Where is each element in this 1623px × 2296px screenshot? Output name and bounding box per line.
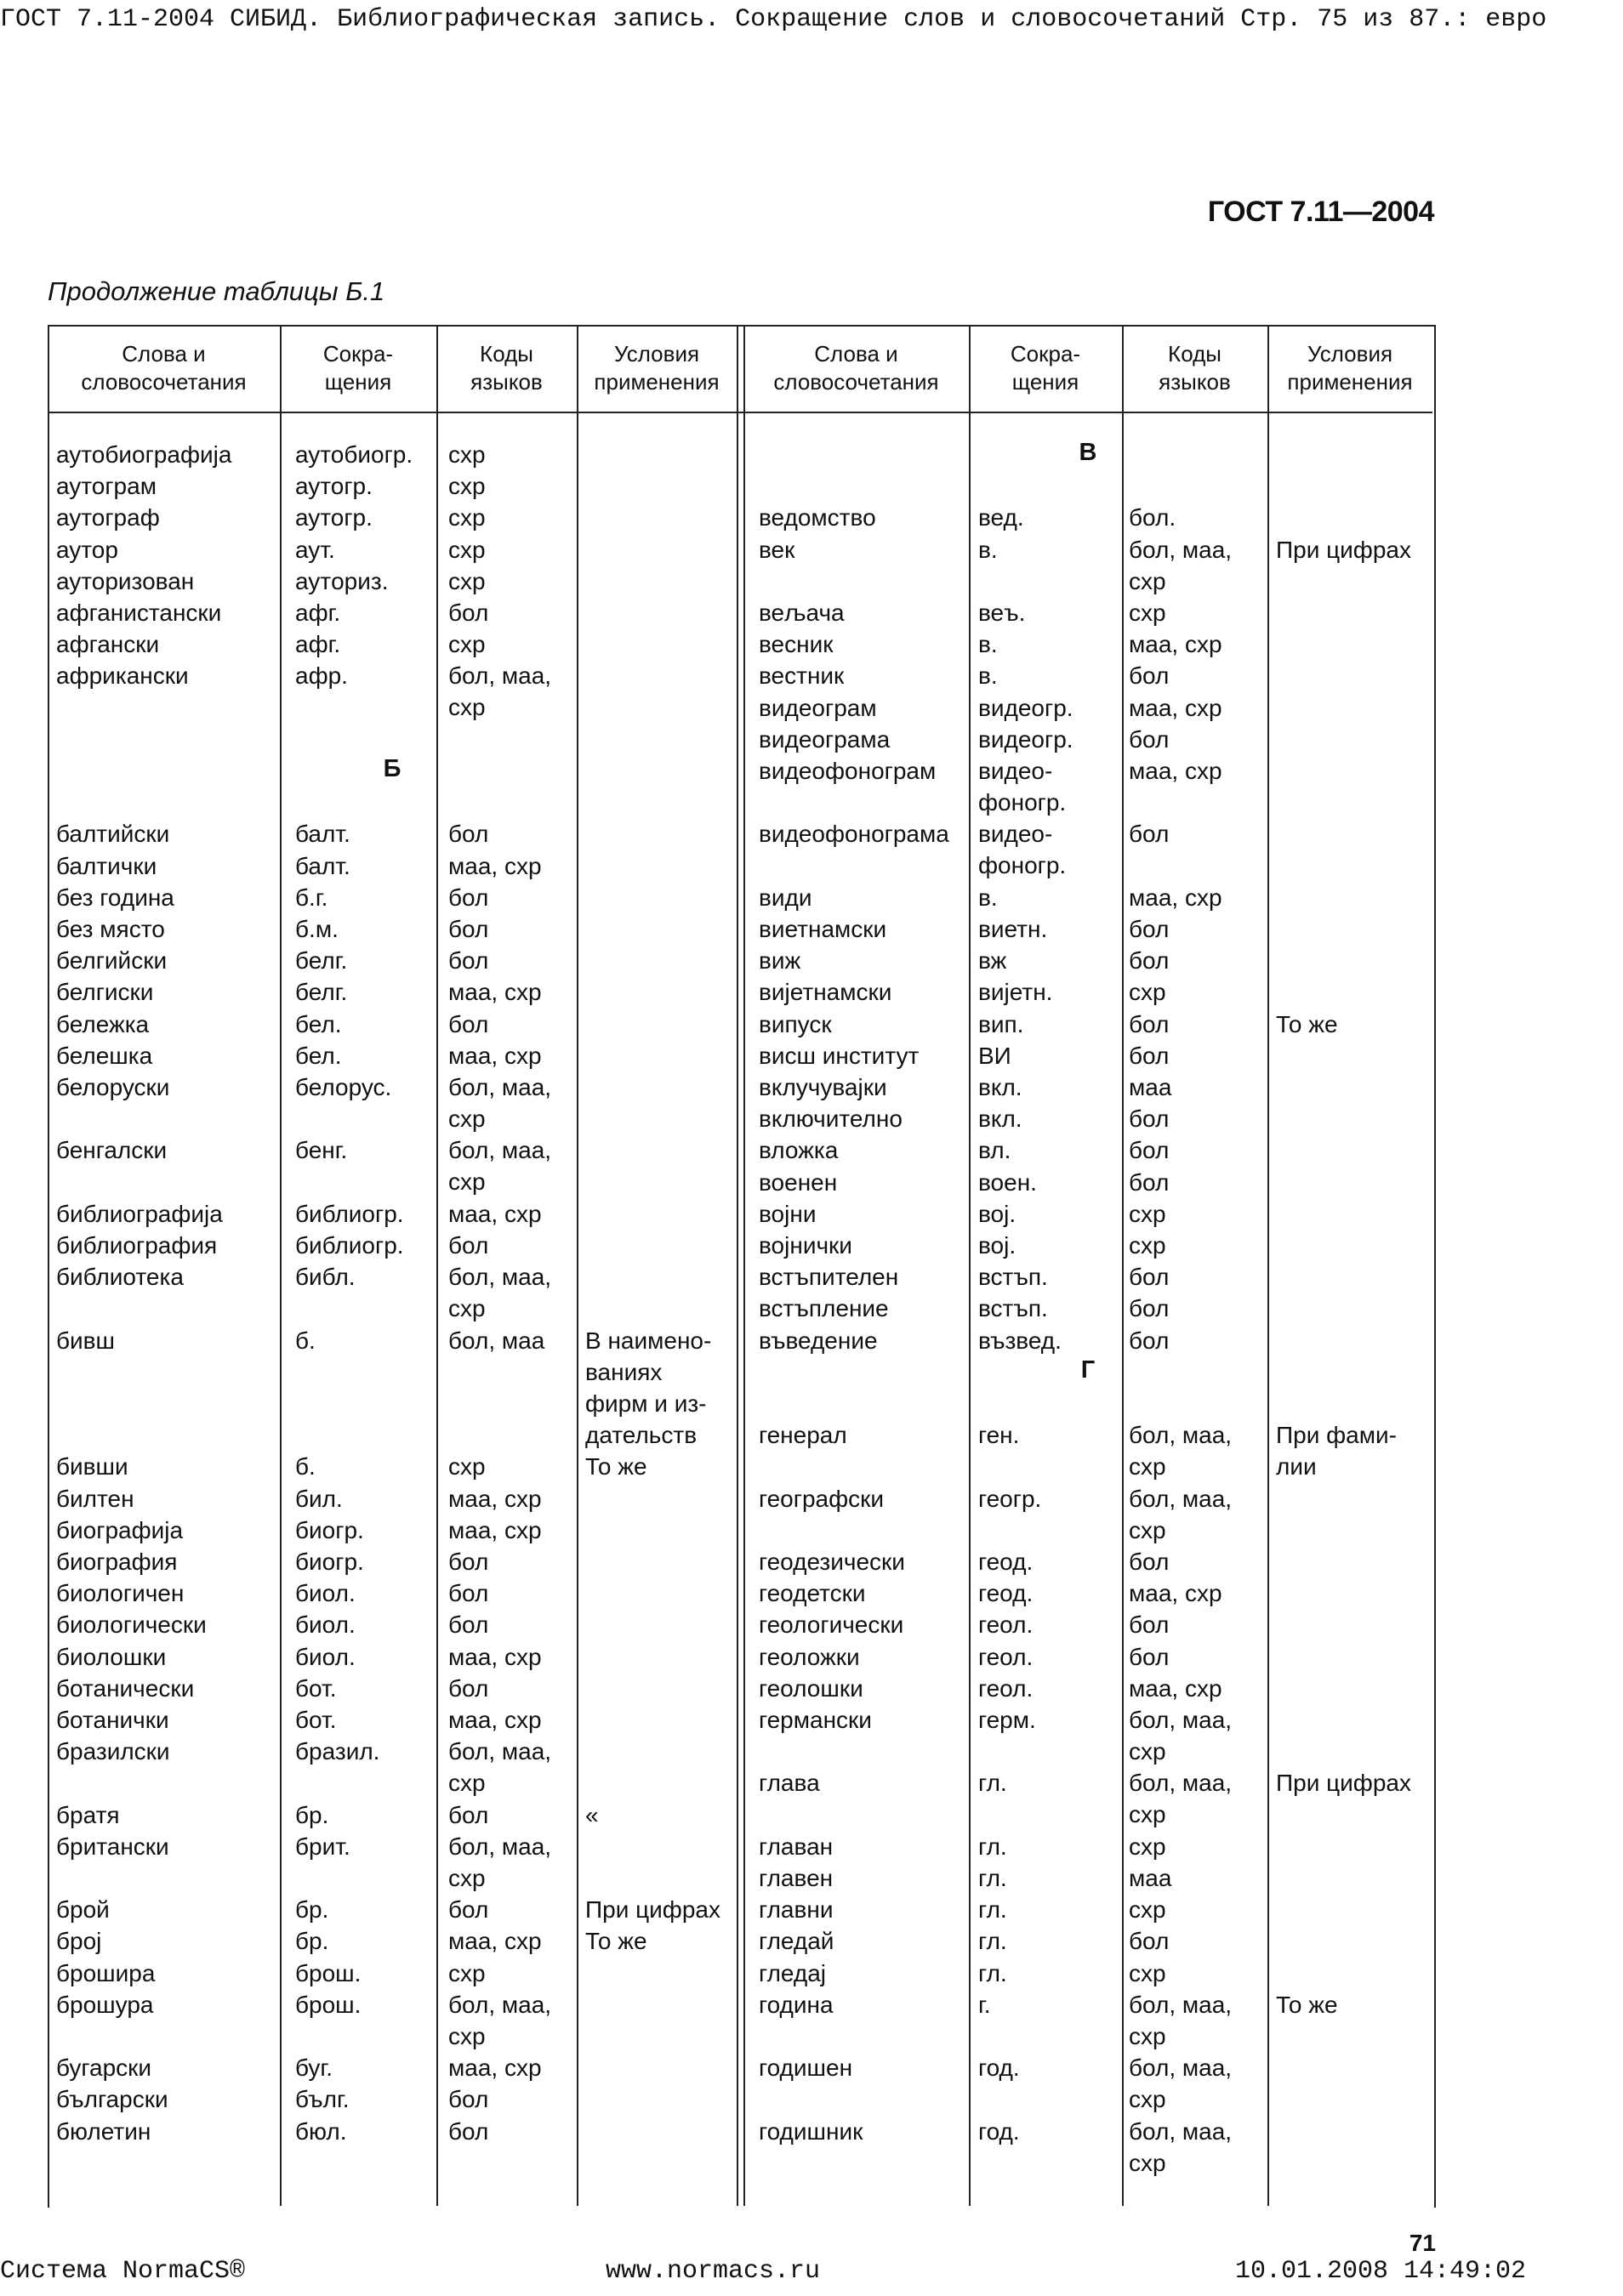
entry-abbreviation: гл. bbox=[978, 1959, 1007, 1986]
entry-word: африкански bbox=[56, 662, 189, 690]
entry-language-codes: схр bbox=[1129, 1959, 1166, 1986]
entry-word: видеограма bbox=[759, 725, 891, 753]
entry-word: види bbox=[759, 884, 812, 911]
entry-word: ботанички bbox=[56, 1707, 169, 1733]
entry-abbreviation: биогр. bbox=[295, 1549, 364, 1575]
entry-word: војни bbox=[759, 1200, 817, 1227]
entry-conditions: То же bbox=[1276, 1010, 1338, 1037]
entry-language-codes: маа, схр bbox=[448, 979, 542, 1006]
entry-language-codes: схр bbox=[1129, 600, 1166, 626]
document-code: ГОСТ 7.11—2004 bbox=[1207, 196, 1434, 228]
header-separator bbox=[48, 412, 1432, 413]
entry-language-codes: маа, схр bbox=[1129, 1674, 1222, 1702]
column-header-words: Слова и словосочетания bbox=[773, 341, 939, 395]
entry-language-codes: бол bbox=[448, 947, 489, 975]
entry-abbreviation: воен. bbox=[978, 1168, 1037, 1196]
entry-word: ауторизован bbox=[56, 567, 195, 594]
entry-abbreviation: встъп. bbox=[978, 1264, 1048, 1291]
entry-word: белешка bbox=[56, 1042, 153, 1069]
entry-word: геолошки bbox=[759, 1674, 863, 1702]
entry-abbreviation: бел. bbox=[295, 1042, 342, 1069]
entry-language-codes: бол bbox=[448, 2086, 489, 2113]
entry-language-codes: маа, схр bbox=[1129, 631, 1222, 658]
entry-word: гледай bbox=[759, 1928, 834, 1955]
column-divider bbox=[1267, 325, 1269, 2206]
entry-language-codes: бол bbox=[1129, 916, 1170, 942]
entry-word: библиотека bbox=[56, 1264, 184, 1291]
entry-abbreviation: б.г. bbox=[295, 884, 328, 911]
entry-language-codes: бол bbox=[1129, 662, 1170, 690]
column-header-language-codes: Коды языков bbox=[1159, 341, 1231, 395]
entry-abbreviation: воj. bbox=[978, 1232, 1017, 1259]
entry-language-codes: маа, схр bbox=[448, 1200, 542, 1227]
entry-word: германски bbox=[759, 1707, 872, 1733]
entry-abbreviation: геод. bbox=[978, 1580, 1034, 1607]
entry-abbreviation: б. bbox=[295, 1327, 316, 1354]
entry-language-codes: бол, маа, схр bbox=[1129, 536, 1233, 594]
entry-language-codes: схр bbox=[448, 1453, 486, 1480]
entry-word: ведомство bbox=[759, 504, 876, 531]
column-divider bbox=[280, 325, 282, 2206]
entry-word: геоложки bbox=[759, 1643, 860, 1670]
entry-word: аутобиографија bbox=[56, 441, 232, 468]
entry-abbreviation: буг. bbox=[295, 2054, 333, 2082]
entry-word: главан bbox=[759, 1833, 834, 1860]
entry-word: весник bbox=[759, 631, 834, 658]
entry-abbreviation: гл. bbox=[978, 1833, 1007, 1860]
section-letter: В bbox=[1079, 439, 1097, 466]
column-divider bbox=[1122, 325, 1124, 2206]
entry-word: видеограм bbox=[759, 694, 877, 721]
entry-abbreviation: аутобиогр. bbox=[295, 441, 413, 468]
entry-word: војнички bbox=[759, 1232, 852, 1259]
entry-abbreviation: биол. bbox=[295, 1580, 356, 1607]
section-letter: Г bbox=[1080, 1355, 1096, 1384]
entry-abbreviation: афг. bbox=[295, 631, 341, 658]
entry-abbreviation: афг. bbox=[295, 600, 341, 626]
entry-word: видеофонограм bbox=[759, 758, 937, 784]
entry-abbreviation: бълг. bbox=[295, 2086, 350, 2113]
entry-word: випуск bbox=[759, 1010, 832, 1037]
entry-word: бугарски bbox=[56, 2054, 152, 2082]
column-header-conditions: Условия применения bbox=[1287, 341, 1413, 395]
entry-word: геодетски bbox=[759, 1580, 866, 1607]
entry-word: бюлетин bbox=[56, 2117, 151, 2145]
entry-abbreviation: брош. bbox=[295, 1991, 362, 2018]
entry-abbreviation: възвед. bbox=[978, 1327, 1062, 1354]
entry-abbreviation: бот. bbox=[295, 1707, 337, 1733]
entry-word: висш институт bbox=[759, 1042, 920, 1069]
entry-language-codes: бол bbox=[1129, 1643, 1170, 1670]
entry-abbreviation: в. bbox=[978, 631, 998, 658]
entry-language-codes: схр bbox=[1129, 979, 1166, 1006]
entry-abbreviation: видео- фоногр. bbox=[978, 821, 1067, 879]
entry-abbreviation: встъп. bbox=[978, 1295, 1048, 1322]
entry-language-codes: бол bbox=[1129, 1327, 1170, 1354]
entry-abbreviation: бюл. bbox=[295, 2117, 347, 2145]
entry-language-codes: бол bbox=[448, 884, 489, 911]
entry-word: балтийски bbox=[56, 821, 170, 848]
page-number: 71 bbox=[1409, 2230, 1436, 2256]
column-divider bbox=[436, 325, 438, 2206]
entry-conditions: То же bbox=[1276, 1991, 1338, 2018]
entry-abbreviation: бр. bbox=[295, 1928, 329, 1955]
entry-language-codes: бол, маа, схр bbox=[1129, 1707, 1233, 1765]
abbreviations-table bbox=[48, 325, 1436, 2206]
entry-language-codes: бол, маа, схр bbox=[448, 1074, 552, 1132]
entry-word: билтен bbox=[56, 1485, 134, 1512]
footer-system-name: Система NormaCS® bbox=[0, 2257, 246, 2286]
entry-language-codes: маа, схр bbox=[448, 1928, 542, 1955]
entry-language-codes: маа, схр bbox=[448, 1643, 542, 1670]
entry-conditions: « bbox=[585, 1801, 599, 1828]
entry-language-codes: бол, маа, схр bbox=[1129, 1485, 1233, 1543]
entry-abbreviation: вл. bbox=[978, 1137, 1011, 1164]
entry-language-codes: бол bbox=[1129, 1928, 1170, 1955]
entry-language-codes: бол bbox=[448, 1674, 489, 1702]
entry-language-codes: бол, маа, схр bbox=[448, 1833, 552, 1891]
entry-abbreviation: белг. bbox=[295, 979, 348, 1006]
entry-word: встъпителен bbox=[759, 1264, 899, 1291]
entry-language-codes: бол bbox=[448, 916, 489, 942]
entry-language-codes: бол bbox=[1129, 1010, 1170, 1037]
entry-language-codes: бол bbox=[448, 1801, 489, 1828]
table-frame bbox=[48, 325, 1436, 2208]
entry-word: братя bbox=[56, 1801, 120, 1828]
entry-abbreviation: гл. bbox=[978, 1770, 1007, 1797]
entry-word: генерал bbox=[759, 1422, 847, 1449]
entry-word: биолошки bbox=[56, 1643, 167, 1670]
entry-language-codes: бол bbox=[448, 1549, 489, 1575]
entry-word: геологически bbox=[759, 1611, 904, 1639]
entry-language-codes: бол bbox=[1129, 725, 1170, 753]
entry-word: аутограф bbox=[56, 504, 160, 531]
entry-language-codes: маа, схр bbox=[448, 1485, 542, 1512]
entry-word: брой bbox=[56, 1896, 110, 1924]
entry-abbreviation: вијетн. bbox=[978, 979, 1053, 1006]
entry-abbreviation: библ. bbox=[295, 1264, 356, 1291]
entry-abbreviation: вж bbox=[978, 947, 1007, 975]
entry-language-codes: схр bbox=[448, 473, 486, 500]
entry-language-codes: схр bbox=[1129, 1896, 1166, 1924]
entry-abbreviation: бразил. bbox=[295, 1738, 380, 1765]
entry-word: военен bbox=[759, 1168, 838, 1196]
column-header-words: Слова и словосочетания bbox=[81, 341, 247, 395]
entry-word: главни bbox=[759, 1896, 834, 1924]
entry-abbreviation: б.м. bbox=[295, 916, 339, 942]
entry-language-codes: схр bbox=[1129, 1232, 1166, 1259]
entry-abbreviation: вкл. bbox=[978, 1105, 1022, 1133]
entry-word: ботанически bbox=[56, 1674, 195, 1702]
entry-language-codes: бол, маа, схр bbox=[448, 1264, 552, 1322]
entry-abbreviation: видео- фоногр. bbox=[978, 758, 1067, 816]
entry-abbreviation: герм. bbox=[978, 1707, 1036, 1733]
entry-language-codes: маа, схр bbox=[448, 2054, 542, 2082]
entry-abbreviation: биол. bbox=[295, 1643, 356, 1670]
entry-word: български bbox=[56, 2086, 168, 2113]
entry-abbreviation: веъ. bbox=[978, 600, 1026, 626]
entry-language-codes: бол bbox=[448, 1611, 489, 1639]
entry-abbreviation: бр. bbox=[295, 1896, 329, 1924]
entry-word: бележка bbox=[56, 1010, 150, 1037]
entry-abbreviation: виетн. bbox=[978, 916, 1048, 942]
entry-abbreviation: библиогр. bbox=[295, 1200, 404, 1227]
entry-language-codes: бол. bbox=[1129, 504, 1176, 531]
entry-word: биография bbox=[56, 1549, 178, 1575]
entry-abbreviation: геол. bbox=[978, 1643, 1034, 1670]
entry-language-codes: маа, схр bbox=[448, 1707, 542, 1733]
entry-abbreviation: аутoриз. bbox=[295, 567, 389, 594]
entry-conditions: При цифрах bbox=[1276, 1770, 1411, 1797]
entry-abbreviation: видеогр. bbox=[978, 725, 1073, 753]
entry-abbreviation: геол. bbox=[978, 1611, 1034, 1639]
table-caption: Продолжение таблицы Б.1 bbox=[48, 276, 385, 306]
entry-conditions: В наимено- ваниях фирм и из- дательств bbox=[585, 1327, 712, 1448]
entry-word: главен bbox=[759, 1865, 834, 1891]
entry-language-codes: маа, схр bbox=[1129, 884, 1222, 911]
entry-abbreviation: год. bbox=[978, 2054, 1020, 2082]
entry-language-codes: схр bbox=[448, 631, 486, 658]
entry-language-codes: маа, схр bbox=[448, 1516, 542, 1543]
entry-word: без място bbox=[56, 916, 165, 942]
entry-abbreviation: бил. bbox=[295, 1485, 343, 1512]
footer-timestamp: 10.01.2008 14:49:02 bbox=[1235, 2257, 1527, 2286]
column-divider bbox=[577, 325, 578, 2206]
entry-word: белгийски bbox=[56, 947, 168, 975]
entry-conditions: То же bbox=[585, 1453, 647, 1480]
entry-word: библиографија bbox=[56, 1200, 223, 1227]
entry-language-codes: бол bbox=[1129, 1611, 1170, 1639]
entry-abbreviation: афр. bbox=[295, 662, 348, 690]
entry-word: глава bbox=[759, 1770, 820, 1797]
entry-language-codes: бол, маа, схр bbox=[448, 662, 552, 721]
entry-conditions: При фами- лии bbox=[1276, 1422, 1397, 1480]
entry-abbreviation: аут. bbox=[295, 536, 335, 563]
entry-language-codes: бол bbox=[448, 1010, 489, 1037]
entry-word: вклучувајки bbox=[759, 1074, 887, 1100]
column-header-language-codes: Коды языков bbox=[470, 341, 543, 395]
entry-abbreviation: геогр. bbox=[978, 1485, 1042, 1512]
entry-language-codes: бол bbox=[1129, 1295, 1170, 1322]
entry-language-codes: бол, маа, схр bbox=[1129, 1770, 1233, 1828]
entry-word: вијетнамски bbox=[759, 979, 892, 1006]
entry-abbreviation: вип. bbox=[978, 1010, 1024, 1037]
entry-word: гледај bbox=[759, 1959, 827, 1986]
entry-word: без година bbox=[56, 884, 174, 911]
entry-word: геодезически bbox=[759, 1549, 905, 1575]
entry-abbreviation: аутогр. bbox=[295, 473, 373, 500]
entry-abbreviation: в. bbox=[978, 536, 998, 563]
entry-language-codes: маа bbox=[1129, 1865, 1172, 1891]
entry-language-codes: бол bbox=[448, 1580, 489, 1607]
entry-language-codes: бол, маа, схр bbox=[448, 1991, 552, 2049]
entry-abbreviation: год. bbox=[978, 2117, 1020, 2145]
entry-conditions: При цифрах bbox=[585, 1896, 720, 1924]
entry-abbreviation: геод. bbox=[978, 1549, 1034, 1575]
entry-language-codes: бол, маа bbox=[448, 1327, 545, 1354]
column-divider bbox=[743, 325, 745, 2206]
entry-word: видеофонограма bbox=[759, 821, 949, 848]
footer-website: www.normacs.ru bbox=[606, 2257, 821, 2286]
entry-word: биологически bbox=[56, 1611, 207, 1639]
entry-abbreviation: белорус. bbox=[295, 1074, 392, 1100]
column-divider bbox=[737, 325, 738, 2206]
entry-language-codes: маа, схр bbox=[448, 852, 542, 879]
entry-language-codes: бол bbox=[1129, 947, 1170, 975]
column-header-conditions: Условия применения bbox=[594, 341, 720, 395]
entry-word: виж bbox=[759, 947, 801, 975]
entry-word: аутограм bbox=[56, 473, 157, 500]
entry-abbreviation: бот. bbox=[295, 1674, 337, 1702]
entry-language-codes: бол bbox=[448, 600, 489, 626]
entry-abbreviation: бенг. bbox=[295, 1137, 348, 1164]
entry-abbreviation: биогр. bbox=[295, 1516, 364, 1543]
entry-abbreviation: балт. bbox=[295, 821, 350, 848]
entry-language-codes: маа bbox=[1129, 1074, 1172, 1100]
entry-word: бивши bbox=[56, 1453, 128, 1480]
entry-word: виетнамски bbox=[759, 916, 887, 942]
column-header-abbreviations: Сокра- щения bbox=[1010, 341, 1081, 395]
entry-language-codes: бол bbox=[448, 821, 489, 848]
entry-abbreviation: ген. bbox=[978, 1422, 1020, 1449]
entry-word: брошира bbox=[56, 1959, 156, 1986]
entry-language-codes: бол bbox=[448, 1896, 489, 1924]
entry-language-codes: схр bbox=[448, 504, 486, 531]
entry-word: годишен bbox=[759, 2054, 853, 2082]
entry-word: географски bbox=[759, 1485, 885, 1512]
entry-abbreviation: бел. bbox=[295, 1010, 342, 1037]
entry-language-codes: схр bbox=[448, 441, 486, 468]
entry-word: век bbox=[759, 536, 795, 563]
entry-abbreviation: аутогр. bbox=[295, 504, 373, 531]
entry-word: бразилски bbox=[56, 1738, 170, 1765]
entry-abbreviation: в. bbox=[978, 884, 998, 911]
entry-language-codes: бол bbox=[448, 2117, 489, 2145]
column-divider bbox=[969, 325, 971, 2206]
entry-language-codes: маа, схр bbox=[1129, 758, 1222, 784]
entry-language-codes: бол, маа, схр bbox=[1129, 1422, 1233, 1480]
entry-abbreviation: в. bbox=[978, 662, 998, 690]
entry-word: биографија bbox=[56, 1516, 184, 1543]
entry-language-codes: бол bbox=[1129, 1264, 1170, 1291]
entry-abbreviation: гл. bbox=[978, 1865, 1007, 1891]
entry-word: библиография bbox=[56, 1232, 218, 1259]
entry-language-codes: схр bbox=[448, 536, 486, 563]
entry-word: белгиски bbox=[56, 979, 154, 1006]
entry-abbreviation: г. bbox=[978, 1991, 991, 2018]
entry-language-codes: бол, маа, схр bbox=[1129, 2117, 1233, 2176]
entry-conditions: То же bbox=[585, 1928, 647, 1955]
entry-word: вложка bbox=[759, 1137, 839, 1164]
entry-word: балтички bbox=[56, 852, 157, 879]
entry-abbreviation: ВИ bbox=[978, 1042, 1011, 1069]
entry-word: годишник bbox=[759, 2117, 863, 2145]
entry-word: година bbox=[759, 1991, 834, 2018]
entry-word: аутор bbox=[56, 536, 118, 563]
section-letter: Б bbox=[383, 755, 401, 782]
viewer-header-text: ГОСТ 7.11-2004 СИБИД. Библиографическая запись. Сокращение слов и словосочетаний Стр. 75 из 87.: евро bbox=[0, 5, 1547, 34]
entry-abbreviation: гл. bbox=[978, 1928, 1007, 1955]
entry-abbreviation: б. bbox=[295, 1453, 316, 1480]
entry-language-codes: схр bbox=[448, 567, 486, 594]
entry-conditions: При цифрах bbox=[1276, 536, 1411, 563]
entry-language-codes: маа, схр bbox=[1129, 694, 1222, 721]
entry-abbreviation: гл. bbox=[978, 1896, 1007, 1924]
entry-abbreviation: библиогр. bbox=[295, 1232, 404, 1259]
entry-word: включително bbox=[759, 1105, 903, 1133]
entry-word: вељача bbox=[759, 600, 845, 626]
entry-abbreviation: видеогр. bbox=[978, 694, 1073, 721]
entry-abbreviation: вкл. bbox=[978, 1074, 1022, 1100]
entry-abbreviation: брит. bbox=[295, 1833, 350, 1860]
entry-language-codes: бол, маа, схр bbox=[448, 1137, 552, 1196]
entry-word: британски bbox=[56, 1833, 169, 1860]
entry-abbreviation: биол. bbox=[295, 1611, 356, 1639]
entry-language-codes: бол, маа, схр bbox=[448, 1738, 552, 1797]
entry-word: биологичен bbox=[56, 1580, 185, 1607]
entry-language-codes: маа, схр bbox=[448, 1042, 542, 1069]
entry-language-codes: бол bbox=[1129, 1042, 1170, 1069]
entry-language-codes: схр bbox=[1129, 1833, 1166, 1860]
entry-word: встъпление bbox=[759, 1295, 889, 1322]
entry-abbreviation: балт. bbox=[295, 852, 350, 879]
entry-word: бенгалски bbox=[56, 1137, 168, 1164]
entry-word: вестник bbox=[759, 662, 845, 690]
entry-abbreviation: брош. bbox=[295, 1959, 362, 1986]
entry-language-codes: схр bbox=[448, 1959, 486, 1986]
entry-word: афганистански bbox=[56, 600, 222, 626]
entry-language-codes: бол, маа, схр bbox=[1129, 1991, 1233, 2049]
viewer-footer bbox=[0, 2257, 1623, 2291]
entry-language-codes: маа, схр bbox=[1129, 1580, 1222, 1607]
entry-word: белоруски bbox=[56, 1074, 170, 1100]
entry-word: брошура bbox=[56, 1991, 154, 2018]
entry-language-codes: бол bbox=[1129, 1105, 1170, 1133]
entry-abbreviation: вед. bbox=[978, 504, 1024, 531]
entry-word: въведение bbox=[759, 1327, 878, 1354]
entry-abbreviation: белг. bbox=[295, 947, 348, 975]
column-header-abbreviations: Сокра- щения bbox=[322, 341, 394, 395]
entry-abbreviation: геол. bbox=[978, 1674, 1034, 1702]
entry-abbreviation: воj. bbox=[978, 1200, 1017, 1227]
entry-word: бивш bbox=[56, 1327, 116, 1354]
entry-language-codes: бол, маа, схр bbox=[1129, 2054, 1233, 2113]
entry-language-codes: бол bbox=[1129, 1137, 1170, 1164]
entry-language-codes: схр bbox=[1129, 1200, 1166, 1227]
entry-language-codes: бол bbox=[1129, 1549, 1170, 1575]
entry-abbreviation: бр. bbox=[295, 1801, 329, 1828]
entry-word: афгански bbox=[56, 631, 160, 658]
entry-language-codes: бол bbox=[448, 1232, 489, 1259]
entry-word: број bbox=[56, 1928, 102, 1955]
entry-language-codes: бол bbox=[1129, 1168, 1170, 1196]
entry-language-codes: бол bbox=[1129, 821, 1170, 848]
